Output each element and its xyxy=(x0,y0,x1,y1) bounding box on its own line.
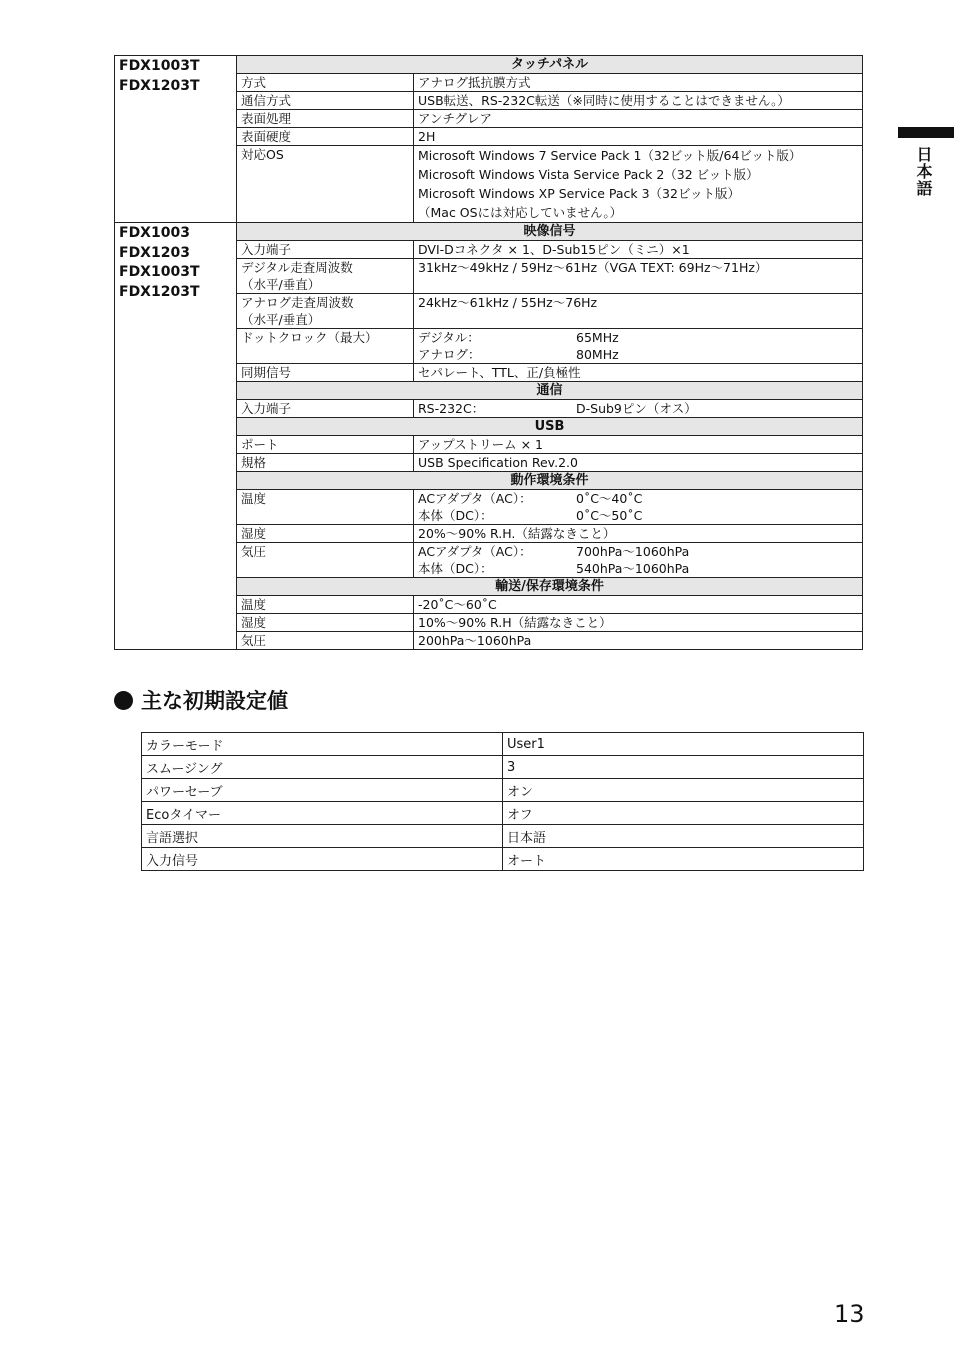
video-heading: 映像信号 xyxy=(237,223,863,241)
row-label: 気圧 xyxy=(237,543,414,578)
touch-models: FDX1003T FDX1203T xyxy=(115,56,237,223)
row-label: 規格 xyxy=(237,454,414,472)
setting-label: カラーモード xyxy=(142,733,503,756)
row-value: アナログ抵抗膜方式 xyxy=(414,74,863,92)
bullet-icon xyxy=(114,691,133,710)
temp-ac-value: 0˚C〜40˚C xyxy=(576,491,643,506)
touch-heading: タッチパネル xyxy=(237,56,863,74)
row-value: USB Specification Rev.2.0 xyxy=(414,454,863,472)
common-models: FDX1003 FDX1203 FDX1003T FDX1203T xyxy=(115,223,237,650)
row-value: アップストリーム × 1 xyxy=(414,436,863,454)
table-row xyxy=(142,779,864,802)
row-value xyxy=(414,543,863,578)
setting-label: スムージング xyxy=(142,756,503,779)
row-value: DVI-Dコネクタ × 1、D-Sub15ピン（ミニ）×1 xyxy=(414,241,863,259)
row-label: ドットクロック（最大） xyxy=(237,329,414,364)
row-value: 31kHz〜49kHz / 59Hz〜61Hz（VGA TEXT: 69Hz〜71Hz） xyxy=(414,259,863,294)
row-label: 同期信号 xyxy=(237,364,414,382)
row-value xyxy=(414,490,863,525)
setting-label: 言語選択 xyxy=(142,825,503,848)
row-value: 10%〜90% R.H（結露なきこと） xyxy=(414,614,863,632)
row-label: 湿度 xyxy=(237,614,414,632)
row-label: 温度 xyxy=(237,596,414,614)
row-value: 200hPa〜1060hPa xyxy=(414,632,863,650)
row-value xyxy=(414,400,863,418)
row-label: 通信方式 xyxy=(237,92,414,110)
storage-heading: 輸送/保存環境条件 xyxy=(237,578,863,596)
table-row xyxy=(142,756,864,779)
row-value: Microsoft Windows 7 Service Pack 1（32ビット版/64ビット版） Microsoft Windows Vista Service Pack 2（32 ビット版） Microsoft Windows XP Service Pack 3（32ビット版） （Mac OSには対応していません。） xyxy=(414,146,863,223)
row-value: アンチグレア xyxy=(414,110,863,128)
setting-value: 日本語 xyxy=(503,825,864,848)
section-title xyxy=(114,685,288,715)
comm-heading: 通信 xyxy=(237,382,863,400)
row-label: 表面硬度 xyxy=(237,128,414,146)
dotclock-digital-key: デジタル： xyxy=(418,330,480,345)
row-value: -20˚C〜60˚C xyxy=(414,596,863,614)
row-label: 入力端子 xyxy=(237,400,414,418)
temp-ac-key: ACアダプタ（AC）： xyxy=(418,491,532,506)
usb-heading: USB xyxy=(237,418,863,436)
setting-label: パワーセーブ xyxy=(142,779,503,802)
setting-value: オート xyxy=(503,848,864,871)
row-value: USB転送、RS-232C転送（※同時に使用することはできません。） xyxy=(414,92,863,110)
row-value: セパレート、TTL、正/負極性 xyxy=(414,364,863,382)
section-title-text: 主な初期設定値 xyxy=(141,689,288,713)
dotclock-analog-key: アナログ： xyxy=(418,347,481,362)
language-tab-marker xyxy=(898,127,954,138)
temp-dc-key: 本体（DC）： xyxy=(418,508,493,523)
row-label: 入力端子 xyxy=(237,241,414,259)
setting-value: オフ xyxy=(503,802,864,825)
table-row xyxy=(142,848,864,871)
setting-value: 3 xyxy=(503,756,864,779)
row-value: 24kHz〜61kHz / 55Hz〜76Hz xyxy=(414,294,863,329)
row-label: アナログ走査周波数 （水平/垂直） xyxy=(237,294,414,329)
row-label: 気圧 xyxy=(237,632,414,650)
pressure-dc-key: 本体（DC）： xyxy=(418,561,493,576)
setting-value: オン xyxy=(503,779,864,802)
dotclock-digital-value: 65MHz xyxy=(576,330,619,345)
dotclock-analog-value: 80MHz xyxy=(576,347,619,362)
defaults-table xyxy=(141,732,864,871)
temp-dc-value: 0˚C〜50˚C xyxy=(576,508,643,523)
row-label: ポート xyxy=(237,436,414,454)
row-label: 温度 xyxy=(237,490,414,525)
row-value: 20%〜90% R.H.（結露なきこと） xyxy=(414,525,863,543)
touch-heading-row xyxy=(115,56,863,74)
row-label: 対応OS xyxy=(237,146,414,223)
row-value: 2H xyxy=(414,128,863,146)
rs232c-value: D-Sub9ピン（オス） xyxy=(576,401,697,416)
video-heading-row xyxy=(115,223,863,241)
row-label: 湿度 xyxy=(237,525,414,543)
table-row xyxy=(142,733,864,756)
row-label: 表面処理 xyxy=(237,110,414,128)
row-label: デジタル走査周波数 （水平/垂直） xyxy=(237,259,414,294)
page-number: 13 xyxy=(834,1300,865,1328)
pressure-dc-value: 540hPa〜1060hPa xyxy=(576,561,690,576)
spec-table xyxy=(114,55,863,650)
language-tab-label: 日本語 xyxy=(914,146,933,197)
rs232c-key: RS-232C： xyxy=(418,401,485,416)
table-row xyxy=(142,825,864,848)
setting-label: 入力信号 xyxy=(142,848,503,871)
pressure-ac-value: 700hPa〜1060hPa xyxy=(576,544,690,559)
operating-heading: 動作環境条件 xyxy=(237,472,863,490)
setting-value: User1 xyxy=(503,733,864,756)
row-label: 方式 xyxy=(237,74,414,92)
setting-label: Ecoタイマー xyxy=(142,802,503,825)
table-row xyxy=(142,802,864,825)
pressure-ac-key: ACアダプタ（AC）： xyxy=(418,544,532,559)
row-value xyxy=(414,329,863,364)
